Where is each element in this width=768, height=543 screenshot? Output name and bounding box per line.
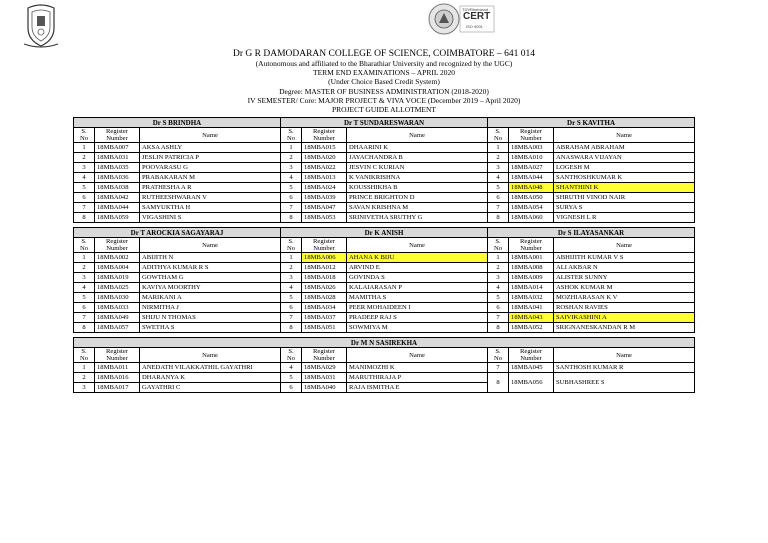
register-number-header: Register Number (509, 238, 554, 253)
serial-number: 2 (74, 153, 95, 163)
serial-number: 1 (281, 253, 302, 263)
sno-header: S. No (281, 238, 302, 253)
register-number: 18MBA008 (509, 263, 554, 273)
register-number: 18MBA051 (302, 323, 347, 333)
student-name: NIRMITHA J (140, 303, 281, 313)
register-number: 18MBA003 (509, 143, 554, 153)
serial-number: 8 (488, 213, 509, 223)
serial-number: 1 (74, 363, 95, 373)
table-row (74, 373, 695, 383)
table-row (74, 283, 695, 293)
register-number-header: Register Number (302, 128, 347, 143)
cert-main-text: CERT (463, 11, 491, 22)
guide-group-table (73, 117, 695, 223)
student-name: PRINCE BRIGHTON D (347, 193, 488, 203)
sno-header: S. No (281, 128, 302, 143)
register-number: 18MBA050 (509, 193, 554, 203)
serial-number: 4 (74, 283, 95, 293)
register-number: 18MBA042 (95, 193, 140, 203)
student-name: ALI AKBAR N (554, 263, 695, 273)
guide-name: Dr S KAVITHA (488, 118, 695, 128)
serial-number: 2 (488, 153, 509, 163)
register-number: 18MBA048 (509, 183, 554, 193)
serial-number: 1 (488, 143, 509, 153)
guide-name: Dr T AROCKIA SAGAYARAJ (74, 228, 281, 238)
student-name: DHAARINI K (347, 143, 488, 153)
register-number: 18MBA028 (302, 293, 347, 303)
serial-number: 8 (488, 323, 509, 333)
register-number: 18MBA024 (302, 183, 347, 193)
table-row (74, 173, 695, 183)
name-header: Name (347, 238, 488, 253)
serial-number: 5 (281, 183, 302, 193)
register-number: 18MBA054 (509, 203, 554, 213)
serial-number: 8 (74, 213, 95, 223)
serial-number: 5 (74, 183, 95, 193)
college-emblem-logo (22, 2, 60, 48)
register-number: 18MBA032 (509, 293, 554, 303)
serial-number: 4 (74, 173, 95, 183)
serial-number: 2 (281, 153, 302, 163)
serial-number: 7 (488, 203, 509, 213)
serial-number: 8 (74, 323, 95, 333)
student-name: AKSA ASHLY (140, 143, 281, 153)
register-number: 18MBA057 (95, 323, 140, 333)
serial-number: 4 (281, 173, 302, 183)
register-number: 18MBA007 (95, 143, 140, 153)
student-name: RUTHEESHWARAN V (140, 193, 281, 203)
serial-number: 1 (74, 253, 95, 263)
name-header: Name (140, 238, 281, 253)
student-name: MARIKANI A (140, 293, 281, 303)
student-name: SOWMIYA M (347, 323, 488, 333)
register-number: 18MBA043 (509, 313, 554, 323)
serial-number: 3 (488, 163, 509, 173)
table-row (74, 253, 695, 263)
document-title: PROJECT GUIDE ALLOTMENT (331, 105, 437, 114)
register-number: 18MBA016 (95, 373, 140, 383)
register-number: 18MBA056 (509, 373, 554, 393)
student-name: SANTHOSHKUMAR K (554, 173, 695, 183)
table-row (74, 303, 695, 313)
register-number: 18MBA033 (95, 303, 140, 313)
serial-number: 8 (281, 213, 302, 223)
register-number: 18MBA011 (95, 363, 140, 373)
guide-name: Dr S BRINDHA (74, 118, 281, 128)
table-row (74, 323, 695, 333)
guide-header-row (74, 118, 695, 128)
student-name: MOZHIARASAN K V (554, 293, 695, 303)
register-number-header: Register Number (95, 348, 140, 363)
register-number: 18MBA013 (302, 173, 347, 183)
name-header: Name (140, 128, 281, 143)
student-name: PEER MOHAIDEEN I (347, 303, 488, 313)
student-name: SHRUTHI VINOD NAIR (554, 193, 695, 203)
name-header: Name (347, 348, 488, 363)
register-number: 18MBA030 (95, 293, 140, 303)
student-name: SRIGNANESKANDAN R M (554, 323, 695, 333)
register-number: 18MBA049 (95, 313, 140, 323)
sno-header: S. No (281, 348, 302, 363)
serial-number: 7 (74, 203, 95, 213)
serial-number: 7 (488, 363, 509, 373)
affiliation-note: (Autonomous and affiliated to the Bharathiar University and recognized by the UGC) (255, 59, 513, 68)
guide-group-table (73, 227, 695, 333)
student-name: PRADEEP RAJ S (347, 313, 488, 323)
student-name: SURYA S (554, 203, 695, 213)
serial-number: 2 (281, 263, 302, 273)
serial-number: 6 (281, 383, 302, 393)
serial-number: 3 (74, 383, 95, 393)
table-row (74, 163, 695, 173)
table-row (74, 363, 695, 373)
student-name: MARUTHIRAJA P (347, 373, 488, 383)
student-name: SWETHA S (140, 323, 281, 333)
register-number: 18MBA020 (302, 153, 347, 163)
student-name: ADITHYA KUMAR R S (140, 263, 281, 273)
register-number: 18MBA001 (509, 253, 554, 263)
serial-number: 3 (281, 163, 302, 173)
column-header-row (74, 238, 695, 253)
cert-top-text: TÜVRheinland (462, 7, 489, 12)
serial-number: 6 (488, 303, 509, 313)
register-number: 18MBA006 (302, 253, 347, 263)
register-number: 18MBA012 (302, 263, 347, 273)
serial-number: 4 (488, 173, 509, 183)
register-number: 18MBA060 (509, 213, 554, 223)
serial-number: 2 (74, 263, 95, 273)
serial-number: 5 (74, 293, 95, 303)
student-name: ASHOK KUMAR M (554, 283, 695, 293)
table-row (74, 293, 695, 303)
student-name: MAMITHA S (347, 293, 488, 303)
register-number: 18MBA045 (509, 363, 554, 373)
serial-number: 4 (281, 283, 302, 293)
exam-title: TERM END EXAMINATIONS – APRIL 2020 (312, 68, 455, 77)
serial-number: 6 (74, 303, 95, 313)
student-name: PRABAKARAN M (140, 173, 281, 183)
serial-number: 5 (281, 373, 302, 383)
student-name: GOVINDA S (347, 273, 488, 283)
table-row (74, 143, 695, 153)
table-row (74, 183, 695, 193)
table-row (74, 213, 695, 223)
student-name: SANTHOSH KUMAR R (554, 363, 695, 373)
guide-header-row (74, 338, 695, 348)
name-header: Name (554, 238, 695, 253)
student-name: GAYATHRI C (140, 383, 281, 393)
serial-number: 7 (281, 313, 302, 323)
guide-name: Dr M N SASIREKHA (74, 338, 695, 348)
serial-number: 1 (281, 143, 302, 153)
student-name: SHANTHINI K (554, 183, 695, 193)
student-name: VIGASHINI S (140, 213, 281, 223)
student-name: SUBHASHREE S (554, 373, 695, 393)
register-number: 18MBA018 (302, 273, 347, 283)
credit-system-note: (Under Choice Based Credit System) (328, 77, 440, 86)
student-name: ABHIJITH KUMAR V S (554, 253, 695, 263)
register-number: 18MBA041 (509, 303, 554, 313)
register-number: 18MBA014 (509, 283, 554, 293)
student-name: ARVIND E (347, 263, 488, 273)
column-header-row (74, 348, 695, 363)
register-number: 18MBA031 (302, 373, 347, 383)
serial-number: 4 (488, 283, 509, 293)
degree-line: Degree: MASTER OF BUSINESS ADMINISTRATION (2018-2020) (279, 87, 489, 96)
serial-number: 6 (74, 193, 95, 203)
table-row (74, 263, 695, 273)
register-number: 18MBA047 (302, 203, 347, 213)
student-name: JESVIN C KURIAN (347, 163, 488, 173)
register-number: 18MBA034 (302, 303, 347, 313)
register-number: 18MBA044 (509, 173, 554, 183)
serial-number: 4 (281, 363, 302, 373)
table-row (74, 203, 695, 213)
student-name: SAIVIKASHINI A (554, 313, 695, 323)
table-row (74, 193, 695, 203)
register-number: 18MBA053 (302, 213, 347, 223)
serial-number: 7 (488, 313, 509, 323)
student-name: DHARANYA K (140, 373, 281, 383)
student-name: ROSHAN RAVIES (554, 303, 695, 313)
serial-number: 2 (488, 263, 509, 273)
student-name: ABIJITH N (140, 253, 281, 263)
serial-number: 7 (281, 203, 302, 213)
sno-header: S. No (74, 238, 95, 253)
table-row (74, 153, 695, 163)
student-name: RAJA ISMITHA E (347, 383, 488, 393)
semester-line: IV SEMESTER/ Core: MAJOR PROJECT & VIVA VOCE (December 2019 – April 2020) (247, 96, 521, 105)
serial-number: 6 (281, 193, 302, 203)
register-number-header: Register Number (302, 348, 347, 363)
register-number-header: Register Number (509, 128, 554, 143)
serial-number: 5 (281, 293, 302, 303)
register-number: 18MBA044 (95, 203, 140, 213)
register-number: 18MBA035 (95, 163, 140, 173)
register-number: 18MBA010 (509, 153, 554, 163)
student-name: SAVAN KRISHNA M (347, 203, 488, 213)
serial-number: 5 (488, 183, 509, 193)
serial-number: 5 (488, 293, 509, 303)
register-number: 18MBA009 (509, 273, 554, 283)
student-name: JESLIN PATRICIA P (140, 153, 281, 163)
serial-number: 7 (74, 313, 95, 323)
student-name: KAVIYA MOORTHY (140, 283, 281, 293)
name-header: Name (554, 348, 695, 363)
register-number: 18MBA052 (509, 323, 554, 333)
student-name: ABRAHAM ABRAHAM (554, 143, 695, 153)
serial-number: 6 (281, 303, 302, 313)
register-number: 18MBA015 (302, 143, 347, 153)
serial-number: 6 (488, 193, 509, 203)
register-number: 18MBA039 (302, 193, 347, 203)
register-number-header: Register Number (95, 128, 140, 143)
student-name: MANIMOZHI K (347, 363, 488, 373)
name-header: Name (554, 128, 695, 143)
register-number: 18MBA029 (302, 363, 347, 373)
serial-number: 8 (281, 323, 302, 333)
serial-number: 8 (488, 373, 509, 393)
table-row (74, 313, 695, 323)
guide-name: Dr K ANISH (281, 228, 488, 238)
register-number: 18MBA004 (95, 263, 140, 273)
serial-number: 1 (74, 143, 95, 153)
register-number: 18MBA040 (302, 383, 347, 393)
register-number: 18MBA002 (95, 253, 140, 263)
name-header: Name (347, 128, 488, 143)
student-name: ALISTER SUNNY (554, 273, 695, 283)
name-header: Name (140, 348, 281, 363)
student-name: SHIJU N THOMAS (140, 313, 281, 323)
student-name: KOUSSHIKHA B (347, 183, 488, 193)
student-name: JAYACHANDRA B (347, 153, 488, 163)
register-number: 18MBA036 (95, 173, 140, 183)
sno-header: S. No (488, 348, 509, 363)
register-number: 18MBA025 (95, 283, 140, 293)
student-name: ANASWARA VIJAYAN (554, 153, 695, 163)
student-name: KALAIARASAN P (347, 283, 488, 293)
student-name: SRINIVETHA SRUTHY G (347, 213, 488, 223)
register-number-header: Register Number (509, 348, 554, 363)
register-number: 18MBA059 (95, 213, 140, 223)
guide-name: Dr T SUNDARESWARAN (281, 118, 488, 128)
serial-number: 3 (74, 273, 95, 283)
sno-header: S. No (488, 238, 509, 253)
student-name: AHANA K BIJU (347, 253, 488, 263)
register-number: 18MBA037 (302, 313, 347, 323)
guide-header-row (74, 228, 695, 238)
student-name: SAMYUKTHA H (140, 203, 281, 213)
guide-group-table (73, 337, 695, 393)
register-number: 18MBA017 (95, 383, 140, 393)
student-name: LOGESH M (554, 163, 695, 173)
college-name: Dr G R DAMODARAN COLLEGE OF SCIENCE, COIMBATORE – 641 014 (233, 49, 535, 59)
cert-bottom-text: ISO 9001 (466, 24, 483, 29)
register-number-header: Register Number (95, 238, 140, 253)
serial-number: 1 (488, 253, 509, 263)
student-name: PRATHESHA A R (140, 183, 281, 193)
student-name: K VANIKRISHNA (347, 173, 488, 183)
sno-header: S. No (74, 348, 95, 363)
sno-header: S. No (488, 128, 509, 143)
register-number: 18MBA038 (95, 183, 140, 193)
serial-number: 3 (281, 273, 302, 283)
column-header-row (74, 128, 695, 143)
student-name: VIGNESH L R (554, 213, 695, 223)
table-row (74, 273, 695, 283)
guide-name: Dr S ILAYASANKAR (488, 228, 695, 238)
student-name: POOVARASU G (140, 163, 281, 173)
register-number: 18MBA019 (95, 273, 140, 283)
register-number: 18MBA031 (95, 153, 140, 163)
certification-logo (428, 2, 496, 36)
register-number-header: Register Number (302, 238, 347, 253)
serial-number: 3 (74, 163, 95, 173)
student-name: GOWTHAM G (140, 273, 281, 283)
register-number: 18MBA026 (302, 283, 347, 293)
sno-header: S. No (74, 128, 95, 143)
student-name: ANEDATH VILAKKATHIL GAYATHRI (140, 363, 281, 373)
serial-number: 2 (74, 373, 95, 383)
register-number: 18MBA022 (302, 163, 347, 173)
serial-number: 3 (488, 273, 509, 283)
register-number: 18MBA027 (509, 163, 554, 173)
